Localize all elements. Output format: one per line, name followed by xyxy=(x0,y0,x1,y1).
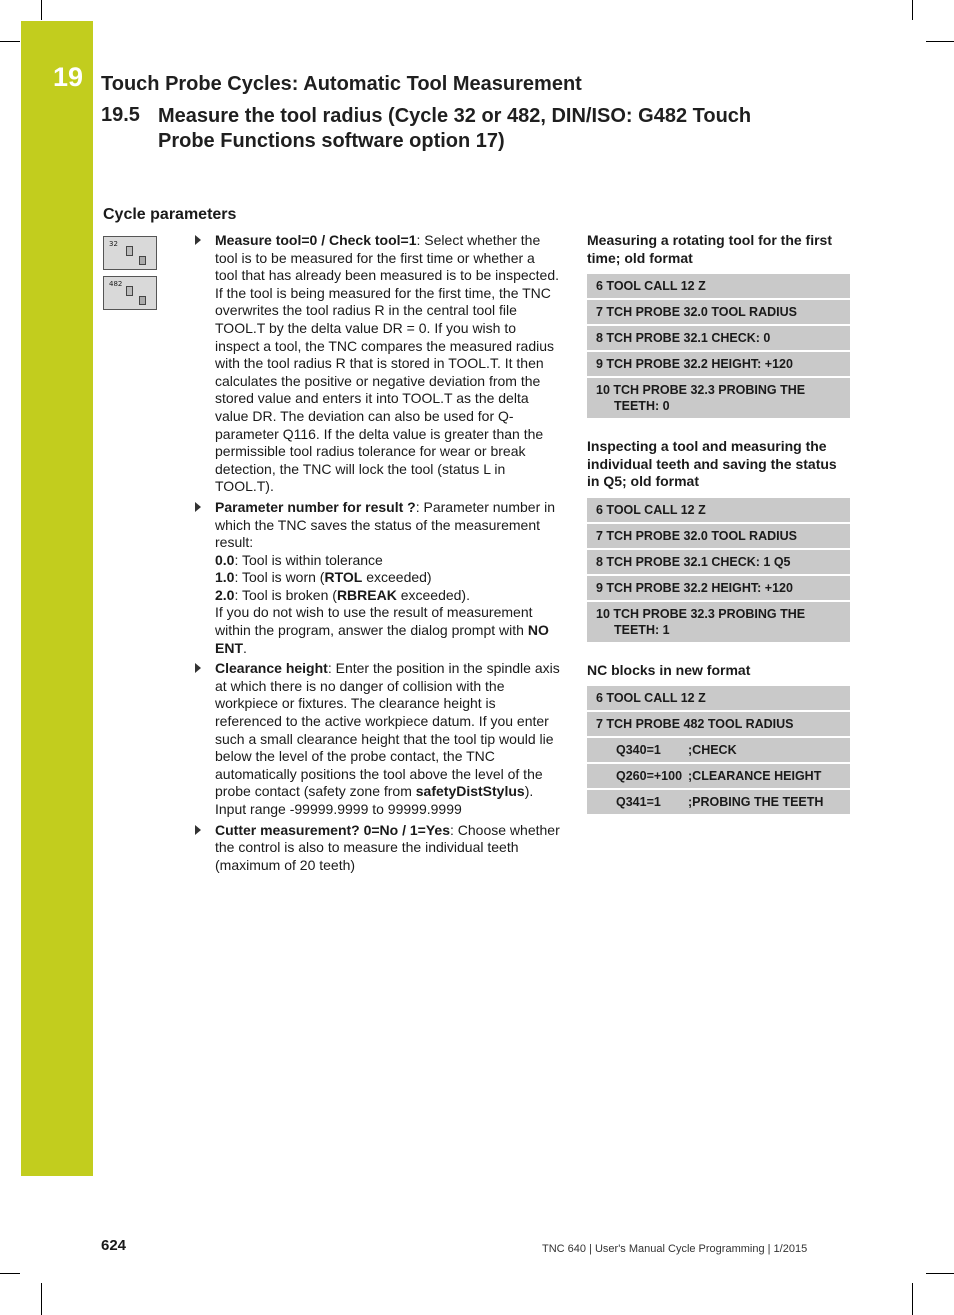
parameter-term: Clearance height xyxy=(215,660,328,677)
icon-label: 32 xyxy=(109,240,118,248)
result-value: 0.0 xyxy=(215,551,235,568)
parameter-text: : Select whether the tool is to be measured for the first time or whether a tool that has already been measured is to be inspected. If the tool is being measured for the first time, the TNC overwrites the tool radius R in the central tool file TOOL.T by the delta value DR = 0. If you wish to inspect a tool, the TNC compares the measured radius with the tool radius R that is stored in TOOL.T. It then calculates the positive or negative deviation from the stored value and enters it into TOOL.T as the delta value DR. The deviation can also be used for Q-parameter Q116. If the delta value is greater than the permissible tool radius tolerance for wear or break detection, the TNC will lock the tool (status L in TOOL.T). xyxy=(215,232,559,495)
code-line: 7 TCH PROBE 482 TOOL RADIUS xyxy=(587,712,850,738)
code-line: 7 TCH PROBE 32.0 TOOL RADIUS xyxy=(587,300,850,326)
code-text: 10 TCH PROBE 32.3 PROBING THE xyxy=(596,606,806,621)
result-value: 1.0 xyxy=(215,569,235,586)
result-text: : Tool is broken ( xyxy=(234,586,337,603)
param-comment: ;CHECK xyxy=(688,743,737,757)
parameter-text: ). Input range -99999.9999 to 99999.9999 xyxy=(215,783,534,817)
result-value-line xyxy=(215,587,560,605)
result-note xyxy=(215,604,560,657)
param-comment: ;CLEARANCE HEIGHT xyxy=(688,769,822,783)
param-value: Q260=+100 xyxy=(616,769,683,783)
result-text: : Tool is worn ( xyxy=(234,569,325,586)
footer-text: TNC 640 | User's Manual Cycle Programming | 1/2015 xyxy=(542,1243,808,1255)
example-column xyxy=(587,232,850,816)
note-keyword: NO ENT xyxy=(215,622,549,656)
parameter-text: : Enter the position in the spindle axis at which there is no danger of collision with the workpiece or fixtures. The clearance height is referenced to the active workpiece datum. If you enter such a small clearance height that the tool tip would lie below the level of the probe contact, the TNC automatically positions the tool above the level of the probe contact (safety zone from xyxy=(215,660,560,800)
parameter-text: : Choose whether the control is also to measure the individual teeth (maximum of 20 teeth) xyxy=(215,821,560,873)
example-caption: Inspecting a tool and measuring the individual teeth and saving the status in Q5; old format xyxy=(587,438,837,489)
note-text: . xyxy=(243,639,247,656)
parameter-keyword: safetyDistStylus xyxy=(415,783,525,800)
chapter-number: 19 xyxy=(53,62,84,92)
bullet-triangle-icon xyxy=(195,825,201,835)
code-line xyxy=(587,602,850,644)
tool-icon xyxy=(139,256,146,265)
parameter-item xyxy=(195,499,560,657)
parameter-term: Measure tool=0 / Check tool=1 xyxy=(215,232,417,248)
crop-mark xyxy=(0,1273,20,1274)
probe-icon xyxy=(126,246,133,256)
crop-mark xyxy=(926,41,954,42)
crop-mark xyxy=(41,1283,42,1315)
result-text: exceeded). xyxy=(396,586,470,603)
parameter-item xyxy=(195,232,560,496)
code-block xyxy=(587,497,850,644)
crop-mark xyxy=(926,1273,954,1274)
parameter-term: Parameter number for result ? xyxy=(215,498,416,515)
cycle-32-icon xyxy=(103,236,157,270)
parameter-text: : Parameter number in which the TNC saves the status of the measurement result: xyxy=(215,498,556,551)
note-text: If you do not wish to use the result of measurement within the program, answer the dialog prompt with xyxy=(215,604,533,639)
code-line: 9 TCH PROBE 32.2 HEIGHT: +120 xyxy=(587,576,850,602)
code-param-line xyxy=(587,738,850,764)
code-block xyxy=(587,273,850,420)
example-caption: Measuring a rotating tool for the first time; old format xyxy=(587,232,833,266)
bullet-triangle-icon xyxy=(195,663,201,673)
code-line: 9 TCH PROBE 32.2 HEIGHT: +120 xyxy=(587,352,850,378)
page-number: 624 xyxy=(101,1237,127,1254)
parameter-item xyxy=(195,822,560,875)
code-line: 6 TOOL CALL 12 Z xyxy=(587,274,850,300)
code-line: 6 TOOL CALL 12 Z xyxy=(587,498,850,524)
code-param-line xyxy=(587,790,850,816)
parameter-list xyxy=(195,232,560,877)
code-block xyxy=(587,685,850,816)
param-comment: ;PROBING THE TEETH xyxy=(688,795,824,809)
result-keyword: RTOL xyxy=(324,569,363,586)
probe-icon xyxy=(126,286,133,296)
code-line: 8 TCH PROBE 32.1 CHECK: 0 xyxy=(587,326,850,352)
cycle-parameters-heading: Cycle parameters xyxy=(103,206,237,223)
section-number: 19.5 xyxy=(101,104,140,126)
parameter-item xyxy=(195,660,560,818)
chapter-band xyxy=(21,21,93,1176)
example-caption: NC blocks in new format xyxy=(587,661,751,678)
code-line xyxy=(587,378,850,420)
icon-label: 482 xyxy=(109,280,123,288)
crop-mark xyxy=(912,0,913,20)
code-text: TEETH: 0 xyxy=(614,399,670,413)
result-text: : Tool is within tolerance xyxy=(234,551,383,568)
code-line: 6 TOOL CALL 12 Z xyxy=(587,686,850,712)
chapter-title: Touch Probe Cycles: Automatic Tool Measurement xyxy=(101,73,582,95)
cycle-482-icon xyxy=(103,276,157,310)
parameter-term: Cutter measurement? 0=No / 1=Yes xyxy=(215,821,450,838)
section-title xyxy=(158,104,798,154)
param-value: Q341=1 xyxy=(616,795,661,809)
result-keyword: RBREAK xyxy=(336,586,397,603)
code-text: TEETH: 1 xyxy=(614,622,670,637)
section-title-line2: Probe Functions software option 17) xyxy=(158,130,505,152)
code-line: 8 TCH PROBE 32.1 CHECK: 1 Q5 xyxy=(587,550,850,576)
bullet-triangle-icon xyxy=(195,235,201,245)
crop-mark xyxy=(41,0,42,20)
bullet-triangle-icon xyxy=(195,502,201,512)
result-value: 2.0 xyxy=(215,586,235,603)
crop-mark xyxy=(0,41,20,42)
code-line: 7 TCH PROBE 32.0 TOOL RADIUS xyxy=(587,524,850,550)
crop-mark xyxy=(912,1283,913,1315)
result-value-line xyxy=(215,552,560,570)
result-text: exceeded) xyxy=(362,569,432,586)
code-param-line xyxy=(587,764,850,790)
result-value-line xyxy=(215,569,560,587)
tool-icon xyxy=(139,296,146,305)
code-text: 10 TCH PROBE 32.3 PROBING THE xyxy=(596,383,806,397)
param-value: Q340=1 xyxy=(616,743,661,757)
section-title-line1: Measure the tool radius (Cycle 32 or 482, DIN/ISO: G482 Touch xyxy=(158,105,752,127)
